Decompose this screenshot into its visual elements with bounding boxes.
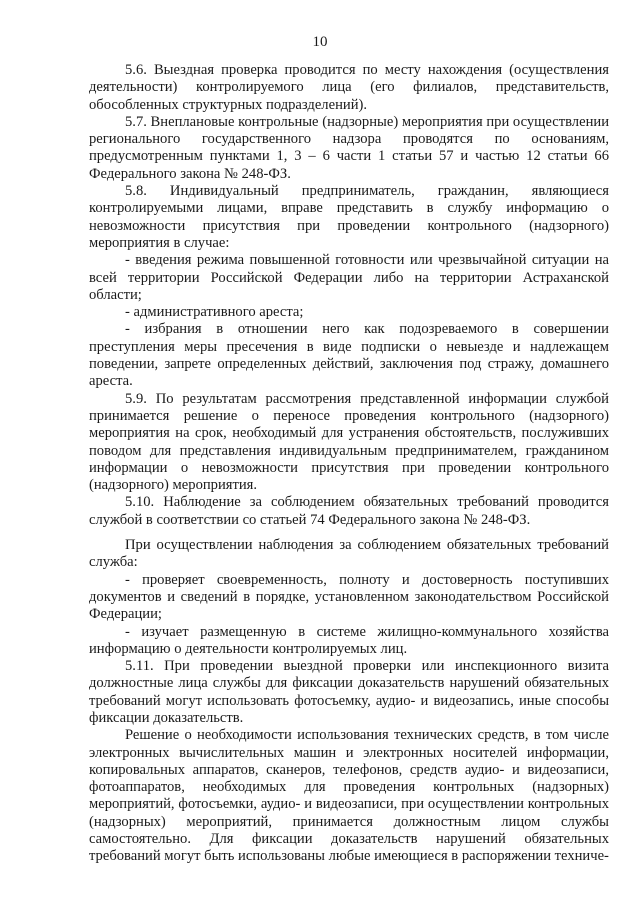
paragraph-observation-intro: При осуществлении наблюдения за соблюдением обязательных требований служба:	[89, 537, 609, 571]
list-item-checks-documents: - проверяет своевременность, полноту и достоверность поступивших документов и сведений в порядке, установленном законодательством Российской Федерации;	[89, 571, 609, 623]
paragraph-5-8: 5.8. Индивидуальный предприниматель, гражданин, являющиеся контролируемыми лицами, вправе представить в службу информацию о невозможности присутствия при проведении контрольного (надзорного) мероприятия в случае:	[89, 183, 609, 251]
list-item-emergency: - введения режима повышенной готовности или чрезвычайной ситуации на всей территории Российской Федерации либо на территории Астраханской области;	[89, 252, 609, 303]
paragraph-5-11: 5.11. При проведении выездной проверки или инспекционного визита должностные лица службы для фиксации доказательств нарушений обязательных требований могут использовать фотосъемку, аудио- и видеозапись, иные способы фиксации доказательств.	[89, 658, 609, 726]
list-item-arrest: - административного ареста;	[125, 304, 304, 321]
list-item-studies-information: - изучает размещенную в системе жилищно-коммунального хозяйства информацию о деятельности контролируемых лиц.	[89, 623, 609, 657]
paragraph-5-7: 5.7. Внеплановые контрольные (надзорные) мероприятия при осуществлении регионального государственного надзора проводятся по основаниям, предусмотренным пунктами 1, 3 – 6 части 1 статьи 57 и частью 12 статьи 66 Федерального закона № 248-ФЗ.	[89, 113, 609, 182]
paragraph-5-9: 5.9. По результатам рассмотрения представленной информации службой принимается решение о переносе проведения контрольного (надзорного) мероприятия на срок, необходимый для устранения обстоятельств, послуживших поводом для представления индивидуальным предпринимателем, гражданином информации о невозможности присутствия при проведении контрольного (надзорного) мероприятия.	[89, 390, 609, 494]
paragraph-technical-means: Решение о необходимости использования технических средств, в том числе электронных вычислительных машин и электронных носителей информации, копировальных аппаратов, сканеров, телефонов, средств аудио- и видеозаписи, фотоаппаратов, необходимых для проведения контрольных (надзорных) мероприятий, фотосъемки, аудио- и видеозаписи, при осуществлении контрольных (надзорных) мероприятий, принимается должностным лицом службы самостоятельно. Для фиксации доказательств нарушений обязательных требований могут быть использованы любые имеющиеся в распоряжении техниче-	[89, 727, 609, 865]
paragraph-5-6: 5.6. Выездная проверка проводится по месту нахождения (осуществления деятельности) контролируемого лица (его филиалов, представительств, обособленных структурных подразделений).	[89, 62, 609, 113]
document-body	[89, 62, 609, 866]
page-number: 10	[312, 34, 328, 50]
paragraph-5-10: 5.10. Наблюдение за соблюдением обязательных требований проводится службой в соответствии со статьей 74 Федерального закона № 248-ФЗ.	[89, 494, 609, 528]
list-item-preventive-measure: - избрания в отношении него как подозреваемого в совершении преступления меры пресечения в виде подписки о невыезде и надлежащем поведении, запрете определенных действий, заключения под стражу, домашнего ареста.	[89, 321, 609, 390]
